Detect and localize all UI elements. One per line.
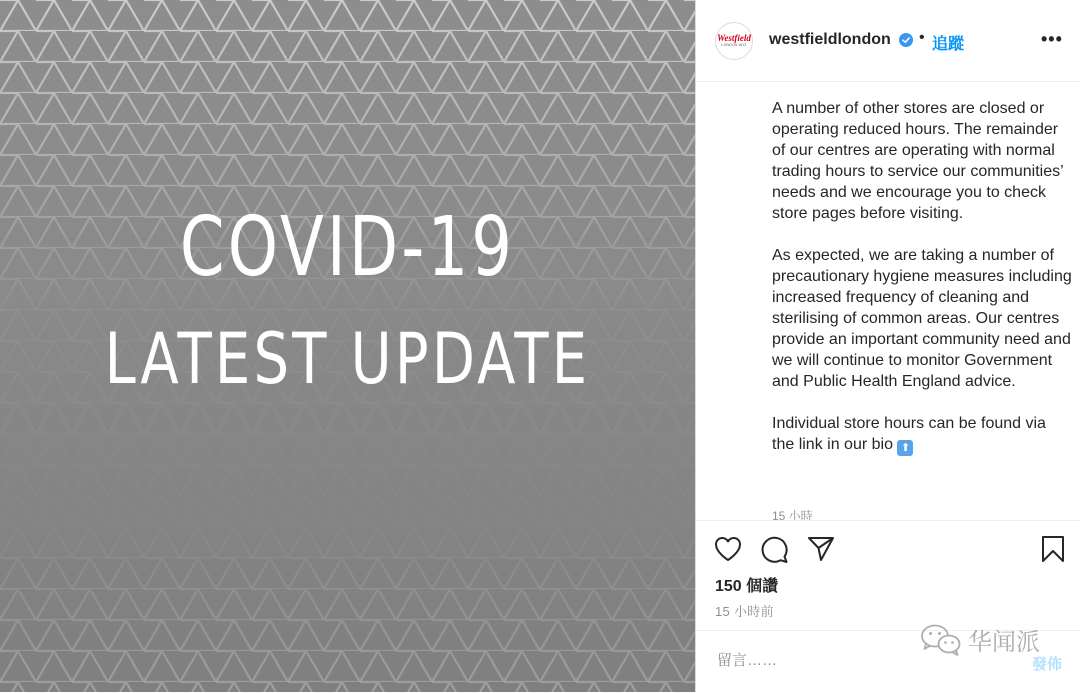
avatar[interactable] [715, 22, 753, 60]
caption-paragraph-text: Individual store hours can be found via the link in our bio [772, 415, 1046, 453]
caption-paragraph-last [772, 413, 1072, 456]
avatar-logo-text: Westfield [717, 33, 751, 43]
watermark [920, 622, 1040, 657]
more-options-icon[interactable]: ••• [1041, 29, 1063, 49]
username-link[interactable]: westfieldlondon [769, 31, 891, 48]
caption-timestamp: 15 小時 [772, 509, 813, 520]
share-icon[interactable] [807, 536, 835, 562]
follow-button[interactable]: 追蹤 [932, 36, 965, 53]
avatar-logo-subtext: LONDON W12 [721, 43, 747, 47]
post-header [696, 0, 1080, 82]
wechat-icon [920, 623, 962, 657]
headline-latest-update: LATEST UPDATE [104, 318, 591, 400]
separator-dot: • [919, 29, 925, 46]
likes-count[interactable]: 150 個讚 [715, 578, 779, 595]
caption-text [772, 98, 1072, 477]
up-arrow-emoji-icon: ⬆ [897, 440, 913, 456]
headline-covid: COVID-19 [179, 200, 516, 295]
watermark-text: 华闻派 [968, 628, 1040, 656]
caption-scroll-area[interactable] [696, 82, 1080, 520]
heart-icon[interactable] [714, 536, 742, 562]
action-bar [696, 520, 1080, 631]
caption-paragraph: A number of other stores are closed or operating reduced hours. The remainder of our centres are operating with normal trading hours to service our communities’ needs and we encourage you to check store pages before visiting. [772, 100, 1064, 222]
post-comment-button[interactable]: 發佈 [1032, 656, 1063, 673]
post-side-panel [695, 0, 1080, 692]
post-timestamp: 15 小時前 [715, 604, 774, 619]
verified-badge-icon [899, 33, 913, 47]
caption-paragraph: As expected, we are taking a number of precautionary hygiene measures including increased frequency of cleaning and sterilising of common areas. Our centres provide an important community need and we will continue to monitor Government and Public Health England advice. [772, 247, 1072, 390]
bookmark-icon[interactable] [1041, 535, 1065, 563]
comment-icon[interactable] [760, 535, 789, 564]
